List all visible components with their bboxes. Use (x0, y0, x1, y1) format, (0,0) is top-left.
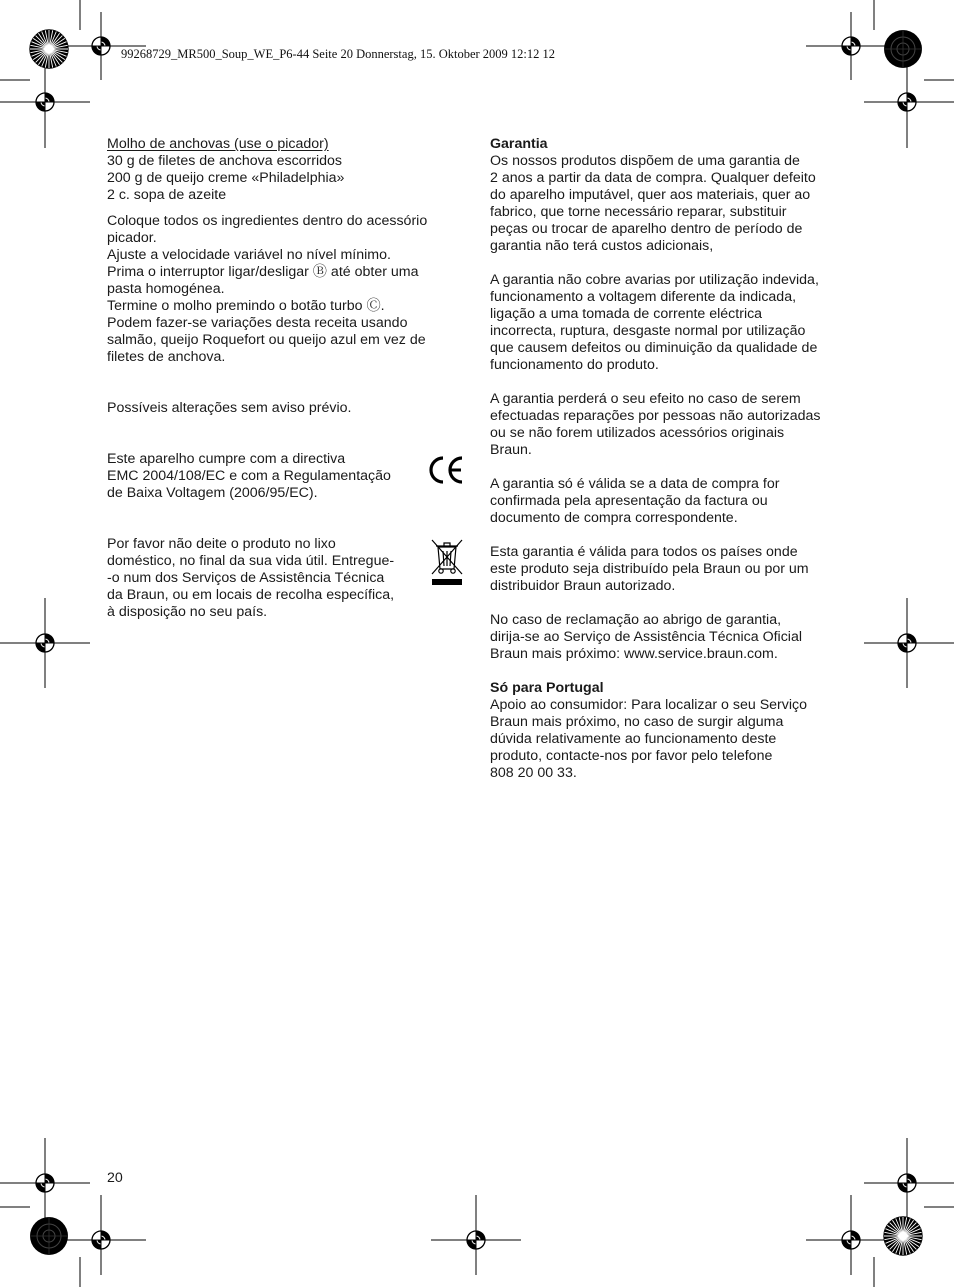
notice (107, 400, 351, 417)
warranty-line: Esta garantia é válida para todos os países onde (490, 544, 798, 560)
warranty-block (490, 136, 816, 255)
warranty-line: peças ou trocar de aparelho dentro de período de (490, 221, 803, 237)
warranty-line: 2 anos a partir da data de compra. Qualquer defeito (490, 170, 816, 186)
warranty-line: dirija-se ao Serviço de Assistência Técnica Oficial (490, 629, 802, 645)
ingredient-line: 2 c. sopa de azeite (107, 187, 227, 203)
warranty-line: No caso de reclamação ao abrigo de garantia, (490, 612, 782, 628)
method-line: Termine o molho premindo o botão turbo Ⓒ. (107, 298, 385, 314)
portugal-line: dúvida relativamente ao funcionamento deste (490, 731, 777, 747)
warranty-countries (490, 544, 809, 595)
compliance-block (107, 451, 391, 502)
notice-line: Possíveis alterações sem aviso prévio. (107, 400, 352, 416)
recipe-title: Molho de anchovas (use o picador) (107, 136, 329, 152)
ingredient-line: 200 g de queijo creme «Philadelphia» (107, 170, 345, 186)
warranty-line: ou se não forem utilizados acessórios originais (490, 425, 785, 441)
warranty-line: A garantia perderá o seu efeito no caso de serem (490, 391, 801, 407)
warranty-void (490, 391, 820, 459)
page-number: 20 (107, 1170, 123, 1186)
ingredient-line: 30 g de filetes de anchova escorridos (107, 153, 343, 169)
warranty-line: funcionamento a voltagem diferente da indicada, (490, 289, 797, 305)
warranty-line: Braun. (490, 442, 532, 458)
warranty-line: do aparelho imputável, quer aos materiais, quer ao (490, 187, 811, 203)
disposal-line: doméstico, no final da sua vida útil. Entregue- (107, 553, 395, 569)
portugal-line: Apoio ao consumidor: Para localizar o seu Serviço (490, 697, 808, 713)
warranty-line: fabrico, que torne necessário reparar, substituir (490, 204, 787, 220)
compliance-line: EMC 2004/108/EC e com a Regulamentação (107, 468, 391, 484)
compliance-line: de Baixa Voltagem (2006/95/EC). (107, 485, 318, 501)
warranty-claims (490, 612, 802, 663)
ce-mark-icon (428, 454, 464, 486)
warranty-line: Braun mais próximo: www.service.braun.com. (490, 646, 778, 662)
slug-line: 99268729_MR500_Soup_WE_P6-44 Seite 20 Donnerstag, 15. Oktober 2009 12:12 12 (121, 47, 556, 61)
warranty-line: A garantia só é válida se a data de compra for (490, 476, 780, 492)
portugal-heading: Só para Portugal (490, 680, 604, 696)
method-line: salmão, queijo Roquefort ou queijo azul em vez de (107, 332, 426, 348)
portugal-line: produto, contacte-nos por favor pelo telefone (490, 748, 773, 764)
method-line: filetes de anchova. (107, 349, 226, 365)
warranty-heading: Garantia (490, 136, 548, 152)
portugal-line: Braun mais próximo, no caso de surgir alguma (490, 714, 784, 730)
disposal-line: da Braun, ou em locais de recolha específica, (107, 587, 395, 603)
disposal-line: à disposição no seu país. (107, 604, 268, 620)
warranty-line: que causem defeitos ou diminuição da qualidade de (490, 340, 818, 356)
method-block (107, 213, 427, 366)
method-line: Prima o interruptor ligar/desligar Ⓑ até obter uma (107, 264, 419, 280)
portugal-line: 808 20 00 33. (490, 765, 577, 781)
warranty-proof (490, 476, 779, 527)
warranty-line: Os nossos produtos dispõem de uma garantia de (490, 153, 800, 169)
method-line: Podem fazer-se variações desta receita usando (107, 315, 408, 331)
warranty-line: confirmada pela apresentação da factura ou (490, 493, 768, 509)
method-line: Coloque todos os ingredientes dentro do acessório (107, 213, 428, 229)
method-line: picador. (107, 230, 157, 246)
crossed-out-wheelie-bin-icon (430, 538, 464, 588)
warranty-line: incorrecta, ruptura, desgaste normal por utilização (490, 323, 806, 339)
disposal-block (107, 536, 394, 621)
disposal-line: -o num dos Serviços de Assistência Técnica (107, 570, 385, 586)
disposal-line: Por favor não deite o produto no lixo (107, 536, 336, 552)
warranty-line: ligação a uma tomada de corrente eléctrica (490, 306, 763, 322)
warranty-line: distribuidor Braun autorizado. (490, 578, 676, 594)
warranty-line: A garantia não cobre avarias por utilização indevida, (490, 272, 819, 288)
method-line: Ajuste a velocidade variável no nível mínimo. (107, 247, 391, 263)
portugal-block (490, 680, 807, 782)
warranty-line: documento de compra correspondente. (490, 510, 738, 526)
recipe-block (107, 136, 344, 204)
warranty-exclusions (490, 272, 819, 374)
compliance-line: Este aparelho cumpre com a directiva (107, 451, 346, 467)
warranty-line: garantia não terá custos adicionais, (490, 238, 714, 254)
warranty-line: efectuadas reparações por pessoas não autorizadas (490, 408, 821, 424)
method-line: pasta homogénea. (107, 281, 225, 297)
warranty-line: funcionamento do produto. (490, 357, 659, 373)
warranty-line: este produto seja distribuído pela Braun ou por um (490, 561, 809, 577)
